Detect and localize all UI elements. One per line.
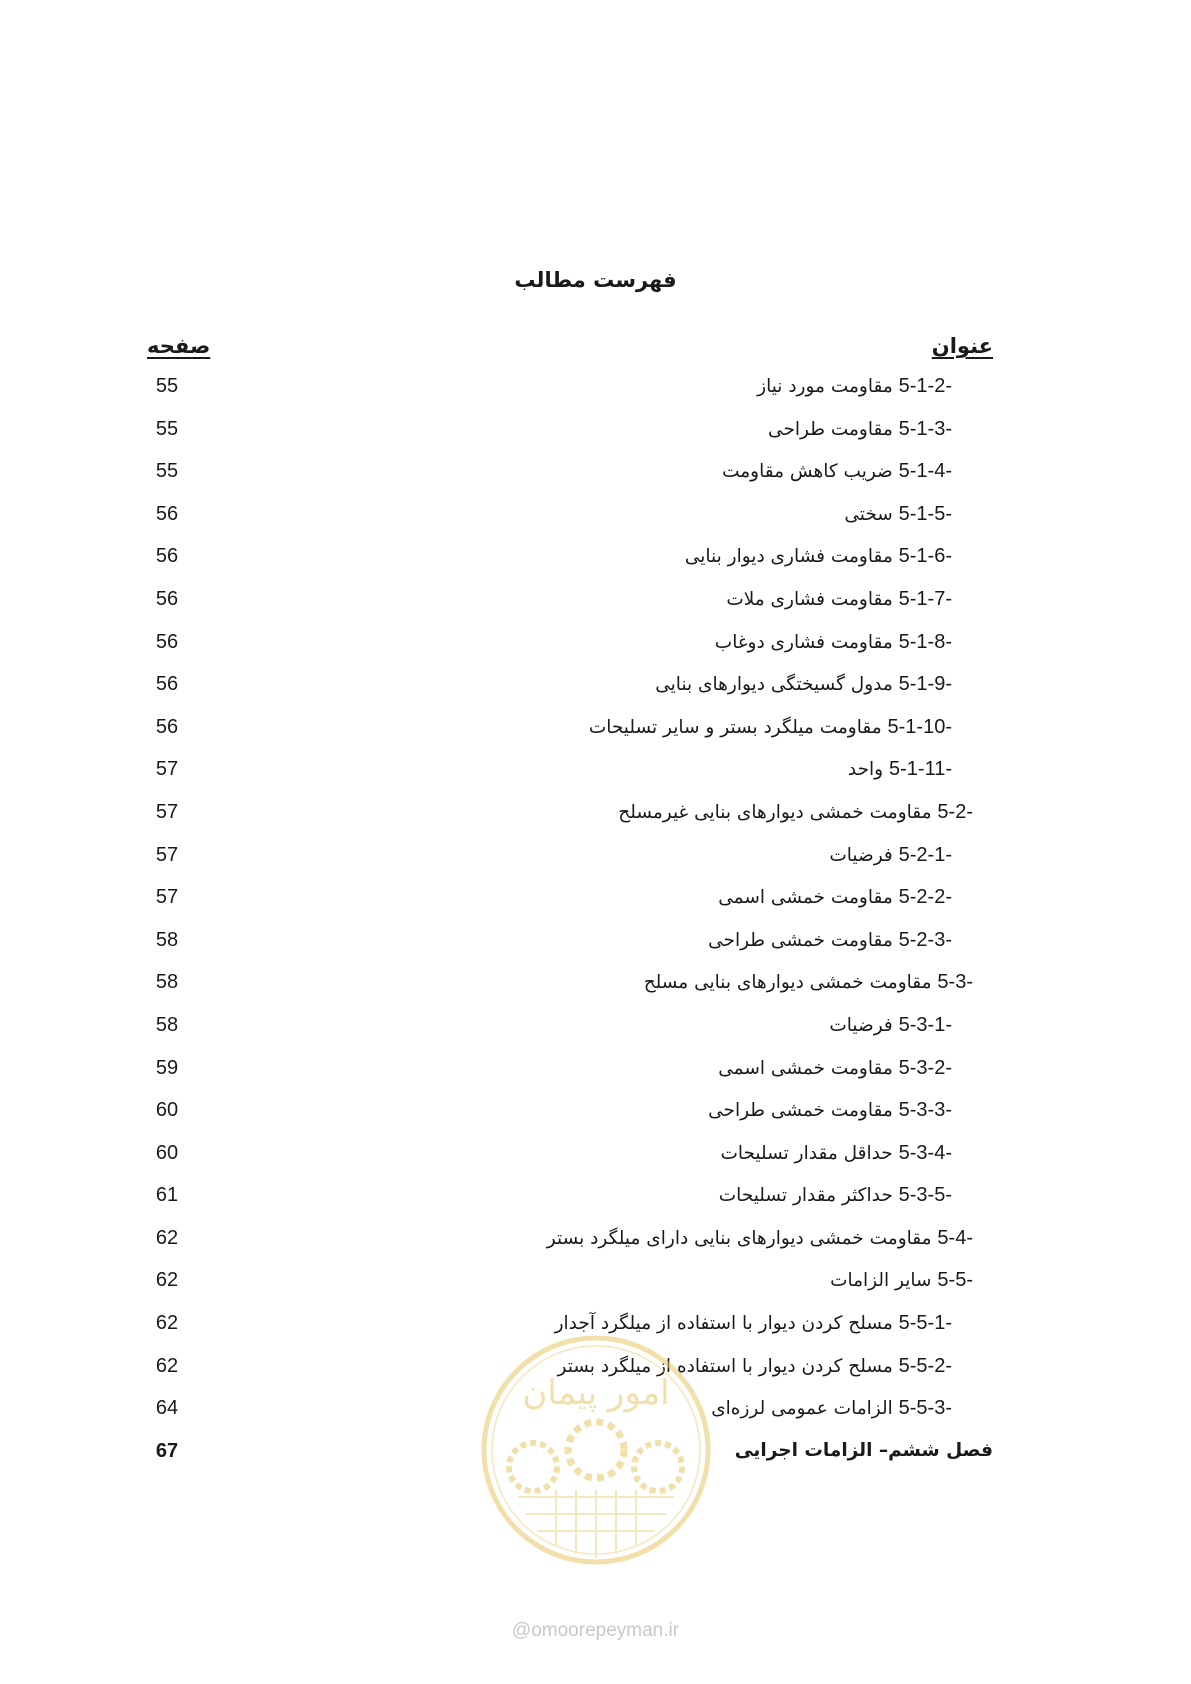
toc-entry [589, 712, 952, 743]
page-number: 56 [155, 673, 179, 696]
section-title: مقاومت فشاری ملات [726, 588, 899, 610]
section-number: 5-5-2- [898, 1354, 952, 1377]
page-number: 58 [155, 971, 179, 994]
page-number: 56 [155, 545, 179, 568]
page-number: 58 [155, 928, 179, 951]
section-title: مقاومت فشاری دوغاب [714, 631, 899, 653]
toc-row [0, 414, 1191, 457]
section-title: واحد [847, 759, 889, 781]
toc-row [0, 882, 1191, 925]
section-title: مدول گسیختگی دیوارهای بنایی [655, 674, 899, 696]
toc-entry [720, 1138, 952, 1169]
section-number: 5-1-3- [898, 417, 952, 440]
page-number: 56 [155, 587, 179, 610]
section-title: مقاومت خمشی دیوارهای بنایی غیرمسلح [618, 801, 938, 823]
section-number: 5-1-9- [898, 673, 952, 696]
page-number: 57 [155, 886, 179, 909]
toc-entry [718, 1053, 952, 1084]
section-number: 5-4- [937, 1226, 973, 1249]
section-number: 5-1-10- [887, 715, 952, 738]
toc-row [0, 1223, 1191, 1266]
page-number: 57 [155, 800, 179, 823]
toc-entry [547, 1223, 973, 1254]
page-number: 57 [155, 758, 179, 781]
section-number: 5-1-4- [898, 460, 952, 483]
section-title: مسلح کردن دیوار با استفاده از میلگرد بستر [557, 1355, 899, 1377]
section-title: مسلح کردن دیوار با استفاده از میلگرد آجدار [554, 1313, 899, 1335]
toc-row [0, 1095, 1191, 1138]
section-number: 5-1-6- [898, 545, 952, 568]
page-number: 56 [155, 630, 179, 653]
page-column-header: صفحه [147, 334, 211, 358]
toc-row [0, 1265, 1191, 1308]
toc-entry [844, 499, 952, 530]
toc-row [0, 754, 1191, 797]
toc-row [0, 499, 1191, 542]
section-title: فصل ششم– الزامات اجرایی [734, 1439, 993, 1461]
section-title: حداکثر مقدار تسلیحات [718, 1185, 899, 1207]
toc-entry [644, 967, 973, 998]
page-number: 59 [155, 1056, 179, 1079]
section-title: فرضیات [829, 844, 899, 866]
toc-entry [718, 882, 952, 913]
section-number: 5-2-1- [898, 843, 952, 866]
section-number: 5-2-2- [898, 886, 952, 909]
watermark-url: @omoorepeyman.ir [511, 1620, 680, 1641]
page-number: 61 [155, 1184, 179, 1207]
toc-row [0, 456, 1191, 499]
section-number: 5-1-11- [889, 758, 952, 781]
toc-row [0, 1180, 1191, 1223]
section-number: 5-5-3- [898, 1397, 952, 1420]
watermark-logo [478, 1332, 714, 1568]
section-number: 5-3-2- [898, 1056, 952, 1079]
toc-row [0, 1053, 1191, 1096]
section-title: مقاومت طراحی [768, 418, 899, 440]
section-number: 5-1-7- [898, 587, 952, 610]
toc-entry [711, 1393, 952, 1424]
toc-row [0, 669, 1191, 712]
section-title: مقاومت مورد نیاز [757, 376, 899, 397]
page-number: 58 [155, 1013, 179, 1036]
toc-row [0, 1010, 1191, 1053]
page-number: 55 [155, 417, 179, 440]
toc-row [0, 840, 1191, 883]
page-number: 60 [155, 1099, 179, 1122]
page-number: 64 [155, 1397, 179, 1420]
toc-row [0, 584, 1191, 627]
toc-row [0, 712, 1191, 755]
toc-entry [719, 1180, 952, 1211]
toc-entry [768, 414, 952, 445]
section-title: مقاومت خمشی طراحی [708, 929, 899, 951]
page-number: 67 [155, 1439, 179, 1462]
page-number: 56 [155, 715, 179, 738]
toc-entry [618, 797, 973, 828]
section-title: فرضیات [829, 1014, 899, 1036]
section-number: 5-3-3- [898, 1099, 952, 1122]
toc-row [0, 925, 1191, 968]
toc-entry [685, 541, 952, 572]
toc-entry [726, 584, 952, 615]
page-title: فهرست مطالب [514, 268, 677, 292]
section-number: 5-5- [937, 1269, 973, 1292]
page-number: 62 [155, 1226, 179, 1249]
toc-row [0, 967, 1191, 1010]
page-number: 62 [155, 1354, 179, 1377]
section-number: 5-3-5- [898, 1184, 952, 1207]
section-number: 5-3-1- [898, 1013, 952, 1036]
section-number: 5-1-5- [898, 502, 952, 525]
toc-entry [715, 627, 952, 658]
toc-entry [735, 1436, 993, 1466]
section-title: مقاومت خمشی اسمی [718, 1057, 899, 1079]
toc-row [0, 797, 1191, 840]
page-number: 56 [155, 502, 179, 525]
table-of-contents [0, 371, 1191, 1478]
toc-entry [829, 1010, 952, 1041]
section-number: 5-1-8- [898, 630, 952, 653]
section-number: 5-3-4- [898, 1141, 952, 1164]
toc-entry [848, 754, 952, 785]
toc-entry [830, 1265, 973, 1296]
toc-entry [722, 456, 952, 487]
page-number: 55 [155, 460, 179, 483]
toc-row [0, 1138, 1191, 1181]
section-title: مقاومت خمشی طراحی [708, 1100, 899, 1122]
toc-entry [829, 840, 952, 871]
section-title: مقاومت فشاری دیوار بنایی [684, 546, 899, 568]
section-number: 5-2- [937, 800, 973, 823]
section-title: سایر الزامات [830, 1270, 938, 1292]
section-title: الزامات عمومی لرزه‌ای [711, 1398, 899, 1420]
toc-entry [708, 925, 952, 956]
toc-entry [757, 371, 952, 402]
section-title: مقاومت خمشی دیوارهای بنایی دارای میلگرد بستر [546, 1227, 938, 1249]
svg-text:امور پیمان: امور پیمان [522, 1373, 670, 1413]
toc-row [0, 541, 1191, 584]
toc-entry [655, 669, 952, 700]
section-title: ضریب کاهش مقاومت [722, 461, 899, 483]
page-number: 55 [155, 375, 179, 397]
section-title: مقاومت خمشی اسمی [718, 887, 899, 909]
section-number: 5-5-1- [898, 1312, 952, 1335]
section-title: سختی [844, 503, 899, 525]
page-number: 62 [155, 1312, 179, 1335]
section-title: مقاومت خمشی دیوارهای بنایی مسلح [643, 972, 938, 994]
title-column-header: عنوان [931, 334, 993, 358]
page-number: 57 [155, 843, 179, 866]
toc-row [0, 371, 1191, 414]
section-number: 5-1-2- [898, 375, 952, 397]
section-number: 5-2-3- [898, 928, 952, 951]
page-number: 62 [155, 1269, 179, 1292]
section-title: مقاومت میلگرد بستر و سایر تسلیحات [588, 716, 888, 738]
toc-entry [708, 1095, 952, 1126]
page-number: 60 [155, 1141, 179, 1164]
section-number: 5-3- [937, 971, 973, 994]
toc-row [0, 627, 1191, 670]
section-title: حداقل مقدار تسلیحات [720, 1142, 899, 1164]
